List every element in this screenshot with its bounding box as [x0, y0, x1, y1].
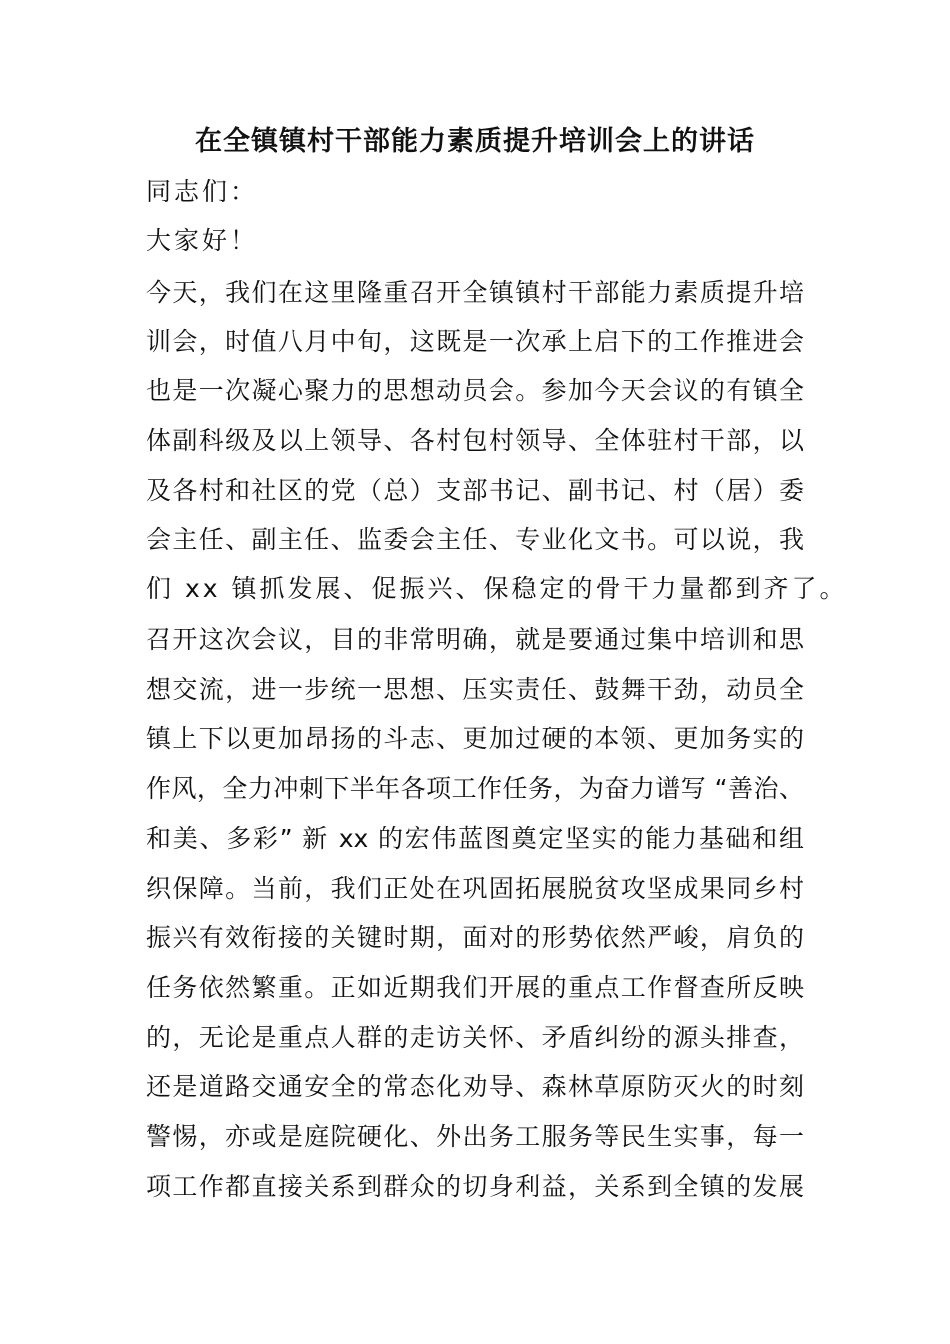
paragraph-line: 还是道路交通安全的常态化劝导、森林草原防灭火的时刻: [146, 1072, 804, 1101]
paragraph-line: 警惕，亦或是庭院硬化、外出务工服务等民生实事，每一: [146, 1122, 804, 1151]
paragraph-line: 任务依然繁重。正如近期我们开展的重点工作督查所反映: [146, 973, 804, 1002]
paragraph-line: 训会，时值八月中旬，这既是一次承上启下的工作推进会: [146, 327, 804, 356]
paragraph-line: 体副科级及以上领导、各村包村领导、全体驻村干部，以: [146, 426, 804, 455]
paragraph-line: 项工作都直接关系到群众的切身利益，关系到全镇的发展: [146, 1172, 804, 1201]
paragraph-line: 镇上下以更加昂扬的斗志、更加过硬的本领、更加务实的: [146, 724, 804, 753]
paragraph-line: 织保障。当前，我们正处在巩固拓展脱贫攻坚成果同乡村: [146, 874, 804, 903]
greeting: 大家好！: [146, 226, 259, 255]
paragraph-line: 及各村和社区的党（总）支部书记、副书记、村（居）委: [146, 476, 804, 505]
paragraph-line: 想交流，进一步统一思想、压实责任、鼓舞干劲，动员全: [146, 675, 804, 704]
paragraph-line: 们 xx 镇抓发展、促振兴、保稳定的骨干力量都到齐了。: [146, 574, 848, 603]
paragraph-line: 和美、多彩” 新 xx 的宏伟蓝图奠定坚实的能力基础和组: [146, 824, 804, 853]
paragraph-line: 召开这次会议，目的非常明确，就是要通过集中培训和思: [146, 625, 804, 654]
paragraph-line: 振兴有效衔接的关键时期，面对的形势依然严峻，肩负的: [146, 923, 804, 952]
salutation: 同志们：: [146, 177, 259, 206]
paragraph-line: 会主任、副主任、监委会主任、专业化文书。可以说，我: [146, 525, 804, 554]
paragraph-line: 作风，全力冲刺下半年各项工作任务，为奋力谱写 “善治、: [146, 774, 804, 803]
document-title: 在全镇镇村干部能力素质提升培训会上的讲话: [195, 126, 755, 157]
paragraph-line: 的，无论是重点人群的走访关怀、矛盾纠纷的源头排查，: [146, 1023, 804, 1052]
paragraph-line: 今天，我们在这里隆重召开全镇镇村干部能力素质提升培: [146, 278, 804, 307]
paragraph-line: 也是一次凝心聚力的思想动员会。参加今天会议的有镇全: [146, 376, 804, 405]
